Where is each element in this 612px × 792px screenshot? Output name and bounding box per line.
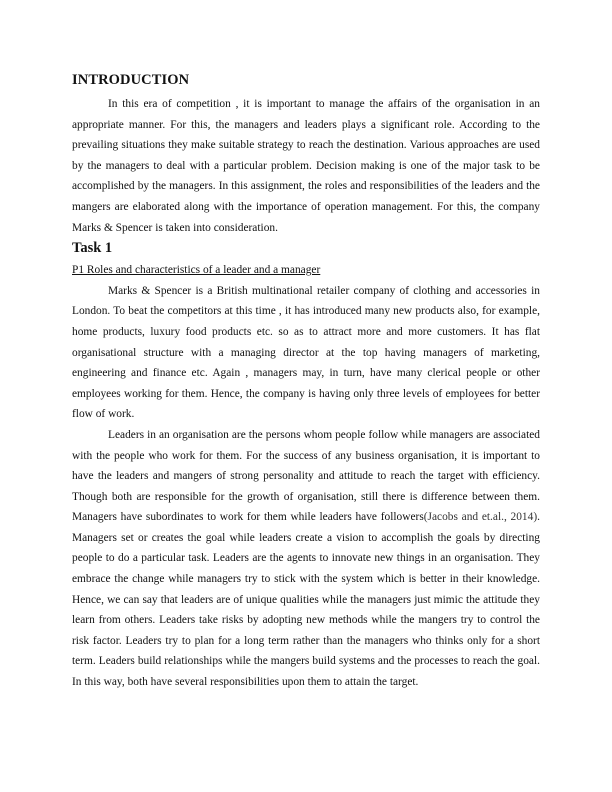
introduction-heading: INTRODUCTION — [72, 72, 190, 88]
task-1-heading: Task 1 — [72, 240, 113, 257]
leaders-managers-paragraph — [72, 425, 540, 693]
marks-spencer-paragraph: Marks & Spencer is a British multinational retailer company of clothing and accessories in London. To beat the competitors at this time , it has introduced many new products also, for example, home products, luxury food products etc. so as to attract more and more customers. It has flat organisational structure with a managing director at the top having managers of marketing, engineering and finance etc. Again , managers may, in turn, have many clerical people or other employees working for them. Hence, the company is having only three levels of employees for better flow of work. — [72, 284, 540, 421]
introduction-paragraph: In this era of competition , it is important to manage the affairs of the organisation in an appropriate manner. For this, the managers and leaders plays a significant role. According to the prevailing situations they make suitable strategy to reach the destination. Various approaches are used by the managers to deal with a particular problem. Decision making is one of the major task to be accomplished by the managers. In this assignment, the roles and responsibilities of the leaders and the mangers are elaborated along with the importance of operation management. For this, the company Marks & Spencer is taken into consideration. — [72, 98, 540, 234]
leaders-paragraph-part-2: . Managers set or creates the goal while leaders create a vision to accomplish the goals by directing people to do a particular task. Leaders are the agents to innovate new things in an organisation. They embrace the change while managers try to stick with the system which is better in their knowledge. Hence, we can say that leaders are of unique qualities while the managers just mimic the attitude they learn from others. Leaders take risks by adopting new methods while the mangers try to control the risk factor. Leaders try to plan for a long term rather than the managers who thinks only for a short term. Leaders build relationships while the mangers build systems and the processes to reach the goal. In this way, both have several responsibilities upon them to attain the target. — [72, 511, 540, 689]
citation: (Jacobs and et.al., 2014) — [423, 511, 538, 524]
leaders-paragraph-part-1: Leaders in an organisation are the persons whom people follow while managers are associated with the people who work for them. For the success of any business organisation, it is important to have the leaders and mangers of strong personality and attitude to reach the target with efficiency. Though both are responsible for the growth of organisation, still there is difference between them. Managers have subordinates to work for them while leaders have followers — [72, 428, 540, 524]
p1-subheading: P1 Roles and characteristics of a leader and a manager — [72, 264, 321, 277]
document-page — [72, 70, 540, 693]
